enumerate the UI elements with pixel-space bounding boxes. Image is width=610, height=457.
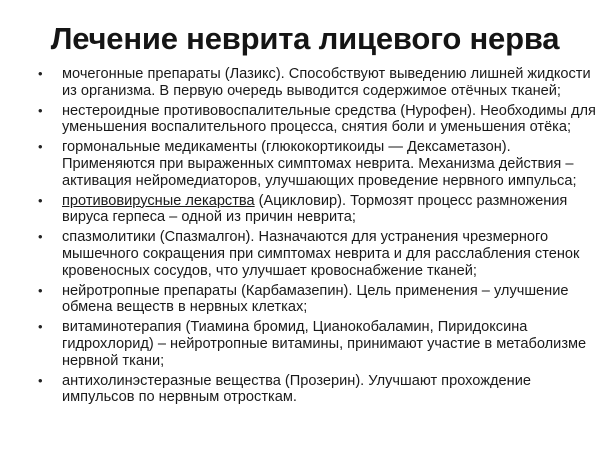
list-item-text: нестероидные противовоспалительные средства (Нурофен). Необходимы для уменьшения воспалительного процесса, снятия боли и уменьшения отёка;: [62, 102, 596, 136]
list-item: [38, 229, 596, 279]
list-item: [38, 372, 596, 407]
list-item-text: антихолинэстеразные вещества (Прозерин). Улучшают прохождение импульсов по нервным отросткам.: [62, 372, 531, 406]
bullet-icon: •: [38, 192, 43, 208]
list-item: [38, 282, 596, 317]
bullet-icon: •: [38, 102, 43, 118]
list-item-text: (Ацикловир). Тормозят процесс размножения вируса герпеса – одной из причин неврита;: [62, 192, 568, 226]
page-title: Лечение неврита лицевого нерва: [50, 21, 560, 56]
list-item: [38, 139, 596, 189]
list-item-text: гормональные медикаменты (глюкокортикоиды — Дексаметазон). Применяются при выраженных симптомах неврита. Механизма действия – активация нейромедиаторов, улучшающих проведение нервного импульса;: [62, 139, 577, 189]
bullet-icon: •: [38, 139, 43, 155]
list-item-text: мочегонные препараты (Лазикс). Способствуют выведению лишней жидкости из организма. В первую очередь выводится содержимое отёчных тканей;: [62, 66, 591, 99]
list-item: [38, 319, 596, 369]
list-item-text: нейротропные препараты (Карбамазепин). Цель применения – улучшение обмена веществ в нервных клетках;: [62, 282, 569, 316]
bullet-icon: •: [38, 229, 43, 245]
list-item: [38, 66, 596, 100]
bullet-icon: •: [38, 66, 43, 81]
bullet-icon: •: [38, 282, 43, 298]
list-item-text: спазмолитики (Спазмалгон). Назначаются для устранения чрезмерного мышечного сокращения при симптомах неврита и для расслабления стенок кровеносных сосудов, что улучшает кровоснабжение тканей;: [62, 229, 580, 279]
list-item: [38, 192, 596, 227]
bullet-icon: •: [38, 372, 43, 388]
treatment-list: [0, 66, 610, 406]
bullet-icon: •: [38, 319, 43, 335]
list-item: [38, 102, 596, 137]
antiviral-link[interactable]: противовирусные лекарства: [62, 192, 255, 209]
list-item-text: витаминотерапия (Тиамина бромид, Цианокобаламин, Пиридоксина гидрохлорид) – нейротропные витамины, принимают участие в метаболизме нервной ткани;: [62, 319, 587, 369]
